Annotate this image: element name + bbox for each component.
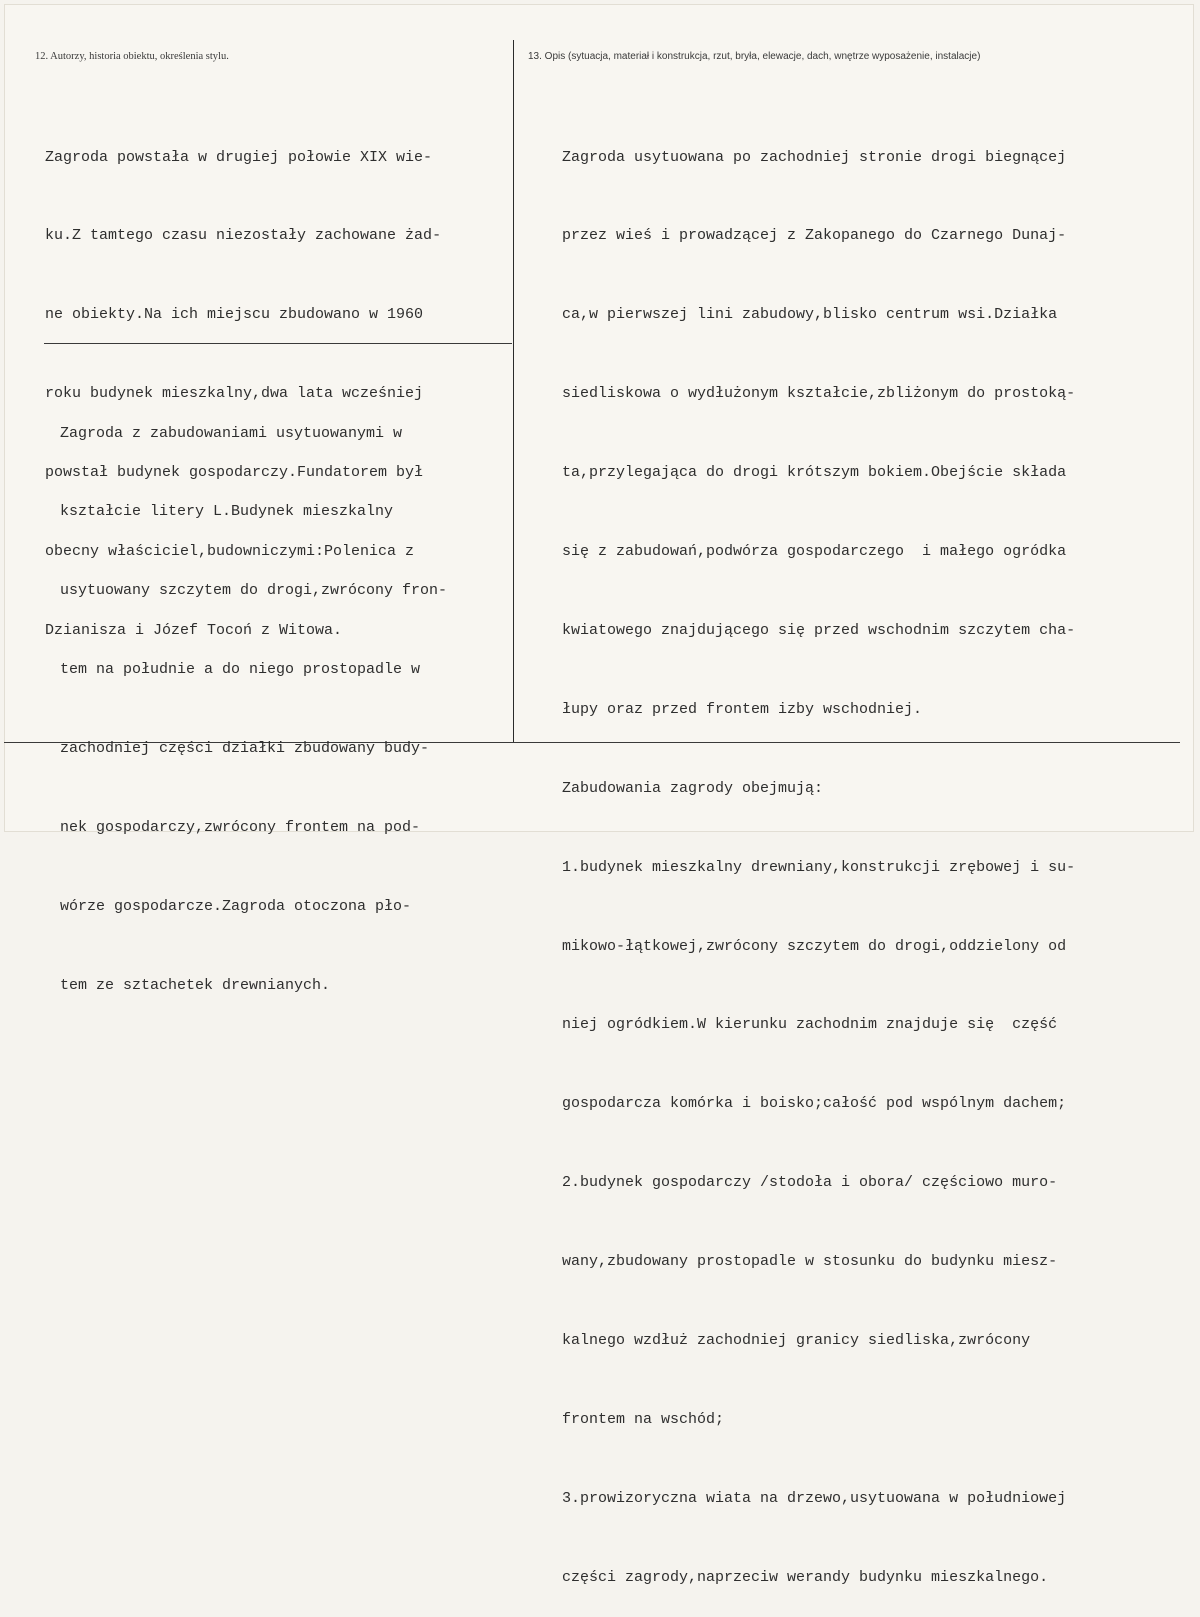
text-line: się z zabudowań,podwórza gospodarczego i małego ogródka (562, 543, 1067, 561)
text-line: frontem na wschód; (562, 1410, 725, 1428)
text-line: wórze gospodarcze.Zagroda otoczona pło- (60, 897, 412, 915)
layout-text (60, 368, 447, 1025)
section-12-header: 12. Autorzy, historia obiektu, określenia stylu. (35, 51, 229, 62)
text-line: kształcie litery L.Budynek mieszkalny (60, 503, 394, 521)
text-line: tem na południe a do niego prostopadle w (60, 661, 421, 679)
text-line: Zagroda z zabudowaniami usytuowanymi w (60, 424, 403, 442)
text-line: nek gospodarczy,zwrócony frontem na pod- (60, 819, 421, 837)
text-line: siedliskowa o wydłużonym kształcie,zbliżonym do prostoką- (562, 385, 1076, 403)
text-line: ku.Z tamtego czasu niezostały zachowane żad- (45, 227, 442, 245)
text-line: 1.budynek mieszkalny drewniany,konstrukcji zrębowej i su- (562, 858, 1076, 876)
text-line: kwiatowego znajdującego się przed wschodnim szczytem cha- (562, 621, 1076, 639)
text-line: 3.prowizoryczna wiata na drzewo,usytuowana w południowej (562, 1489, 1067, 1507)
text-line: powstał budynek gospodarczy.Fundatorem był (45, 464, 424, 482)
text-line: mikowo-łątkowej,zwrócony szczytem do drogi,oddzielony od (562, 937, 1067, 955)
text-line: zachodniej części działki zbudowany budy- (60, 740, 430, 758)
text-line: ne obiekty.Na ich miejscu zbudowano w 1960 (45, 306, 424, 324)
text-line: przez wieś i prowadzącej z Zakopanego do Czarnego Dunaj- (562, 227, 1067, 245)
text-line: usytuowany szczytem do drogi,zwrócony fron- (60, 582, 448, 600)
text-line: 2.budynek gospodarczy /stodoła i obora/ częściowo muro- (562, 1174, 1058, 1192)
text-line: części zagrody,naprzeciw werandy budynku mieszkalnego. (562, 1568, 1049, 1586)
text-line: wany,zbudowany prostopadle w stosunku do budynku miesz- (562, 1253, 1058, 1271)
text-line: Zagroda usytuowana po zachodniej stronie drogi biegnącej (562, 148, 1067, 166)
section-13-header: 13. Opis (sytuacja, materiał i konstrukcja, rzut, bryła, elewacje, dach, wnętrze wyposażenie, instalacje) (528, 51, 981, 62)
text-line: ca,w pierwszej lini zabudowy,blisko centrum wsi.Działka (562, 306, 1058, 324)
text-line: kalnego wzdłuż zachodniej granicy siedliska,zwrócony (562, 1331, 1031, 1349)
text-line: Zagroda powstała w drugiej połowie XIX wie- (45, 148, 433, 166)
text-line: tem ze sztachetek drewnianych. (60, 976, 331, 994)
text-line: obecny właściciel,budowniczymi:Polenica z (45, 543, 415, 561)
text-line: łupy oraz przed frontem izby wschodniej. (562, 700, 923, 718)
text-line: gospodarcza komórka i boisko;całość pod wspólnym dachem; (562, 1095, 1067, 1113)
column-divider (513, 40, 514, 742)
text-line: Zabudowania zagrody obejmują: (562, 779, 824, 797)
text-line: Dzianisza i Józef Tocoń z Witowa. (45, 621, 343, 639)
text-line: roku budynek mieszkalny,dwa lata wcześniej (45, 385, 424, 403)
description-text (562, 92, 1075, 1617)
text-line: ta,przylegająca do drogi krótszym bokiem.Obejście składa (562, 464, 1067, 482)
text-line: niej ogródkiem.W kierunku zachodnim znajduje się część (562, 1016, 1058, 1034)
